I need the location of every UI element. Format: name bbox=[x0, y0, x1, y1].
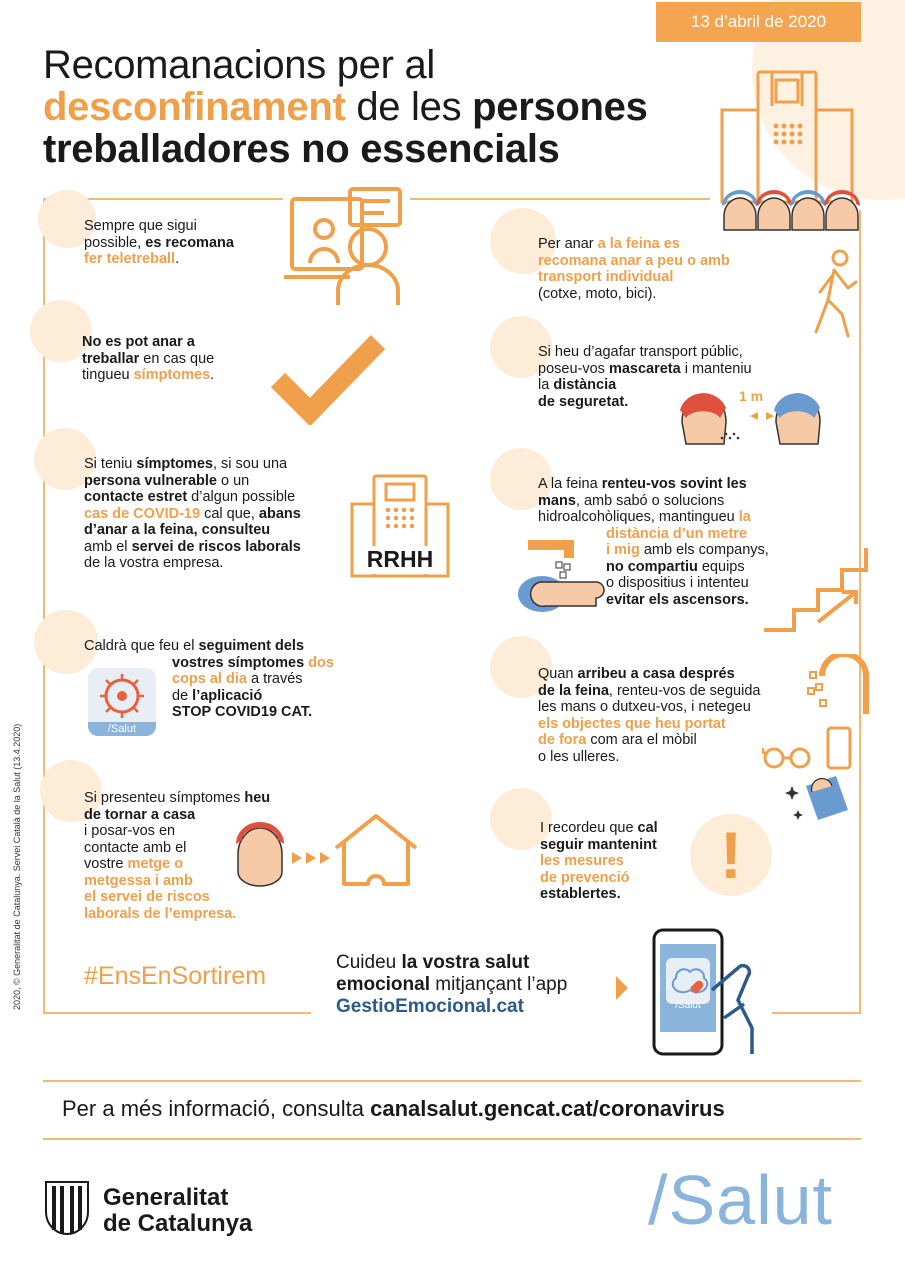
left-frame-bottom bbox=[43, 1012, 311, 1014]
rrhh-text bbox=[84, 456, 354, 572]
text-span: , si sou una bbox=[212, 456, 288, 472]
text-highlight: el servei de riscos bbox=[84, 889, 210, 905]
frame-top-right bbox=[410, 198, 710, 200]
right-frame-bottom bbox=[772, 1012, 861, 1014]
person-going-home-icon bbox=[232, 812, 422, 892]
hashtag: #EnsEnSortirem bbox=[84, 962, 267, 990]
text-span: de bbox=[172, 687, 193, 704]
text-span: tingueu bbox=[82, 367, 134, 383]
text-span: , renteu-vos de seguida bbox=[608, 682, 761, 699]
text-line: de Catalunya bbox=[103, 1210, 253, 1237]
text-span: i manteniu bbox=[680, 360, 752, 377]
remember-text bbox=[540, 820, 700, 903]
rrhh-label: RRHH bbox=[360, 546, 440, 574]
phone-app-label: /Salut bbox=[675, 1000, 701, 1011]
text-bold: la vostra salut bbox=[401, 952, 530, 973]
text-bold: d’anar a la feina, consulteu bbox=[84, 522, 271, 538]
page-title bbox=[43, 44, 648, 170]
text-span: Cuideu bbox=[336, 952, 402, 973]
text-line: (cotxe, moto, bici). bbox=[538, 285, 657, 302]
date-badge: 13 d’abril de 2020 bbox=[656, 2, 861, 42]
emotional-health-text bbox=[336, 952, 567, 1018]
text-bold: es recomana bbox=[145, 234, 234, 251]
text-span: A la feina bbox=[538, 476, 602, 492]
text-bold: mascareta bbox=[608, 360, 681, 377]
arrow-right-icon bbox=[614, 974, 630, 1002]
text-span: amb el bbox=[84, 538, 132, 555]
text-highlight: metgessa i amb bbox=[84, 872, 193, 889]
text-span: a través bbox=[246, 671, 303, 687]
text-highlight: fer teletreball bbox=[84, 251, 176, 267]
generalitat-shield-icon bbox=[44, 1180, 90, 1236]
text-span: vostre bbox=[84, 856, 128, 872]
text-highlight: laborals de l’empresa. bbox=[84, 905, 237, 922]
text-span: la bbox=[538, 377, 554, 393]
text-highlight: i mig bbox=[606, 542, 640, 558]
smartphone-icon bbox=[650, 928, 760, 1058]
text-line: Sempre que sigui bbox=[84, 218, 197, 234]
stairs-icon bbox=[760, 540, 880, 634]
text-bold: l’aplicació bbox=[192, 687, 263, 704]
symptoms-text bbox=[82, 334, 282, 384]
text-span: I recordeu que bbox=[540, 820, 638, 836]
text-highlight: cas de COVID-19 bbox=[84, 505, 201, 522]
text-span: . bbox=[175, 251, 180, 267]
text-bold: vostres símptomes bbox=[172, 654, 305, 671]
text-bold: distància bbox=[553, 377, 617, 393]
text-highlight: símptomes bbox=[133, 367, 211, 383]
exclamation-icon: ! bbox=[690, 814, 772, 896]
text-bold: de la feina bbox=[538, 682, 609, 699]
more-info-text bbox=[62, 1096, 725, 1122]
text-bold: persona vulnerable bbox=[84, 472, 217, 489]
text-highlight: de prevenció bbox=[540, 869, 630, 886]
stop-covid-app-icon[interactable] bbox=[88, 668, 156, 736]
title-text: de les bbox=[345, 85, 473, 129]
text-bold: abans bbox=[258, 505, 301, 522]
title-line-2 bbox=[43, 86, 648, 128]
text-line: Si heu d’agafar transport públic, bbox=[538, 344, 743, 360]
title-line-1: Recomanacions per al bbox=[43, 43, 435, 87]
text-span: d’algun possible bbox=[187, 489, 296, 505]
office-workers-icon bbox=[714, 66, 874, 236]
app-label: /Salut bbox=[88, 722, 156, 736]
text-bold: No es pot anar a bbox=[82, 334, 195, 350]
title-bold: persones bbox=[472, 85, 648, 129]
telework-text bbox=[84, 218, 284, 268]
text-bold: emocional bbox=[336, 974, 430, 995]
generalitat-logo-text bbox=[103, 1185, 252, 1237]
glasses-phone-cleaning-icon bbox=[762, 726, 862, 826]
shower-icon bbox=[806, 654, 876, 718]
distance-label: 1 m bbox=[738, 388, 764, 404]
text-span: amb els companys, bbox=[639, 542, 769, 558]
text-line: Generalitat bbox=[103, 1184, 229, 1211]
text-line: i posar-vos en bbox=[84, 823, 176, 839]
text-span: Quan bbox=[538, 666, 578, 682]
text-bold: renteu-vos sovint les bbox=[601, 476, 747, 492]
text-highlight: de fora bbox=[538, 732, 587, 748]
text-span: Caldrà que feu el bbox=[84, 638, 199, 654]
hand-washing-icon bbox=[516, 534, 608, 616]
text-line: o les ulleres. bbox=[538, 748, 620, 765]
social-distance-icon bbox=[676, 382, 826, 454]
text-span: equips bbox=[697, 558, 745, 575]
text-span: Si teniu bbox=[84, 456, 137, 472]
text-highlight: la bbox=[738, 509, 751, 525]
text-bold: símptomes bbox=[136, 456, 213, 472]
text-line: de la vostra empresa. bbox=[84, 555, 224, 571]
teleworker-icon bbox=[280, 185, 410, 310]
text-highlight: els objectes que heu portat bbox=[538, 715, 726, 732]
text-span: poseu-vos bbox=[538, 360, 609, 377]
text-span: en cas que bbox=[139, 350, 215, 367]
checkmark-icon bbox=[270, 330, 385, 425]
commute-text bbox=[538, 236, 808, 302]
salut-logo: /Salut bbox=[648, 1161, 833, 1239]
text-span: . bbox=[210, 367, 215, 383]
text-span: mitjançant l’app bbox=[429, 974, 568, 995]
text-span: com ara el mòbil bbox=[586, 732, 697, 748]
copyright-credit: 2020, © Generalitat de Catalunya. Servei Català de la Salut (13.4.2020) bbox=[12, 723, 22, 1010]
text-bold: cal bbox=[637, 820, 658, 836]
text-bold: de tornar a casa bbox=[84, 806, 196, 823]
text-highlight: recomana anar a peu o amb bbox=[538, 252, 730, 269]
text-bold: no compartiu bbox=[606, 558, 698, 575]
text-bold: servei de riscos laborals bbox=[131, 538, 301, 555]
text-bold: contacte estret bbox=[84, 489, 188, 505]
text-highlight: dos bbox=[304, 654, 334, 671]
text-bold: arribeu a casa després bbox=[577, 666, 735, 682]
text-highlight: metge o bbox=[127, 856, 184, 872]
text-span: possible, bbox=[84, 234, 146, 251]
text-highlight: transport individual bbox=[538, 269, 674, 285]
title-highlight: desconfinament bbox=[43, 85, 346, 129]
divider-top bbox=[43, 1080, 861, 1082]
text-line: les mans o dutxeu-vos, i netegeu bbox=[538, 699, 751, 715]
virus-icon bbox=[88, 668, 156, 724]
text-span: Si presenteu símptomes bbox=[84, 790, 245, 806]
rrhh-building-icon bbox=[350, 474, 450, 578]
text-span: , amb sabó o solucions bbox=[575, 492, 725, 509]
text-bold: de seguretat. bbox=[538, 393, 629, 410]
text-span: hidroalcohòliques, mantingueu bbox=[538, 509, 739, 525]
text-highlight: les mesures bbox=[540, 853, 624, 869]
text-line: contacte amb el bbox=[84, 839, 187, 856]
gestio-emocional-link[interactable]: GestioEmocional.cat bbox=[336, 996, 524, 1017]
text-bold: treballar bbox=[82, 350, 140, 367]
text-highlight: distància d’un metre bbox=[606, 525, 748, 542]
text-bold: seguir mantenint bbox=[540, 836, 657, 853]
text-span: o un bbox=[216, 472, 250, 489]
text-line: o dispositius i intenteu bbox=[606, 575, 749, 591]
title-line-3: treballadores no essencials bbox=[43, 127, 560, 171]
text-bold: establertes. bbox=[540, 886, 621, 902]
text-bold: seguiment dels bbox=[198, 638, 305, 654]
text-highlight: a la feina es bbox=[597, 236, 680, 252]
text-bold: evitar els ascensors. bbox=[606, 591, 749, 608]
text-span: cal que, bbox=[200, 505, 259, 522]
divider-bottom bbox=[43, 1138, 861, 1140]
canalsalut-link[interactable]: canalsalut.gencat.cat/coronavirus bbox=[370, 1096, 725, 1121]
text-span: Per a més informació, consulta bbox=[62, 1096, 371, 1121]
text-bold: mans bbox=[538, 492, 576, 509]
text-span: Per anar bbox=[538, 236, 598, 252]
text-bold: heu bbox=[244, 790, 271, 806]
phone-app-illustration bbox=[650, 928, 760, 1058]
walking-person-icon bbox=[810, 248, 860, 340]
text-bold: STOP COVID19 CAT. bbox=[172, 704, 313, 720]
text-highlight: cops al dia bbox=[172, 671, 247, 687]
